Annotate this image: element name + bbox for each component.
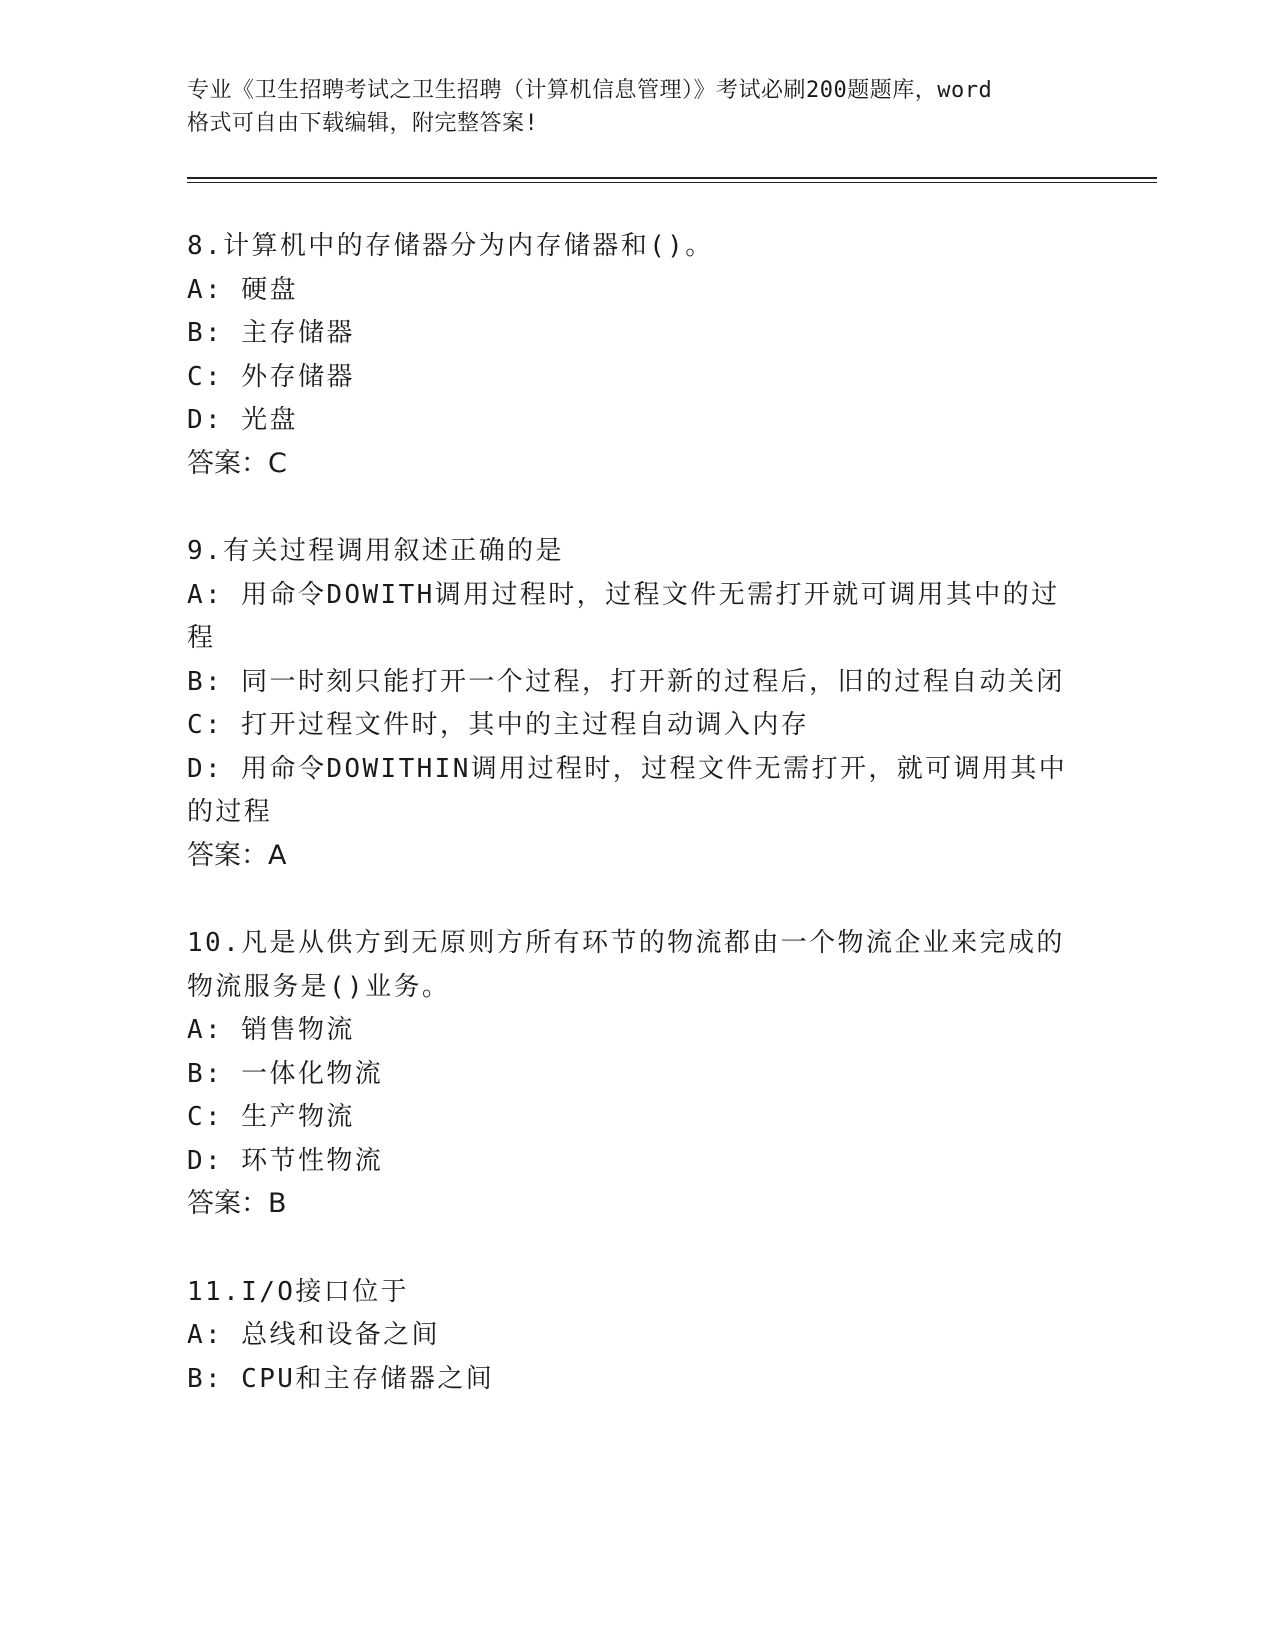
question-10-option-b: B: 一体化物流 [187,1059,384,1089]
question-9-option-c: C: 打开过程文件时，其中的主过程自动调入内存 [187,710,810,740]
question-8-option-b: B: 主存储器 [187,318,355,348]
question-9-option-a-cont: 程 [187,623,216,653]
header-line-2: 格式可自由下载编辑，附完整答案! [187,111,539,136]
header-line-1: 专业《卫生招聘考试之卫生招聘（计算机信息管理）》考试必刷200题题库，word [187,78,993,103]
document-header [187,74,1087,140]
question-9-stem: 9.有关过程调用叙述正确的是 [187,536,564,566]
question-11-stem: 11.I/O接口位于 [187,1277,409,1307]
question-9-option-d-cont: 的过程 [187,797,273,827]
question-9-option-d: D: 用命令DOWITHIN调用过程时，过程文件无需打开，就可调用其中 [187,754,1068,784]
question-10-option-c: C: 生产物流 [187,1102,355,1132]
question-9-option-b: B: 同一时刻只能打开一个过程，打开新的过程后，旧的过程自动关闭 [187,667,1065,697]
question-9-answer: 答案：A [187,840,287,871]
question-11-option-a: A: 总线和设备之间 [187,1320,440,1350]
question-8-stem: 8.计算机中的存储器分为内存储器和()。 [187,231,714,261]
question-10-option-d: D: 环节性物流 [187,1146,384,1176]
question-11-option-b: B: CPU和主存储器之间 [187,1364,495,1394]
question-10-stem-cont: 物流服务是()业务。 [187,972,451,1002]
question-9-option-a: A: 用命令DOWITH调用过程时，过程文件无需打开就可调用其中的过 [187,580,1060,610]
question-8-option-c: C: 外存储器 [187,362,355,392]
header-divider [187,177,1157,183]
question-10-answer: 答案：B [187,1188,287,1219]
question-10-stem: 10.凡是从供方到无原则方所有环节的物流都由一个物流企业来完成的 [187,928,1065,958]
question-8-answer: 答案：C [187,448,287,479]
question-10-option-a: A: 销售物流 [187,1015,355,1045]
question-8-option-a: A: 硬盘 [187,275,298,305]
question-8-option-d: D: 光盘 [187,405,298,435]
